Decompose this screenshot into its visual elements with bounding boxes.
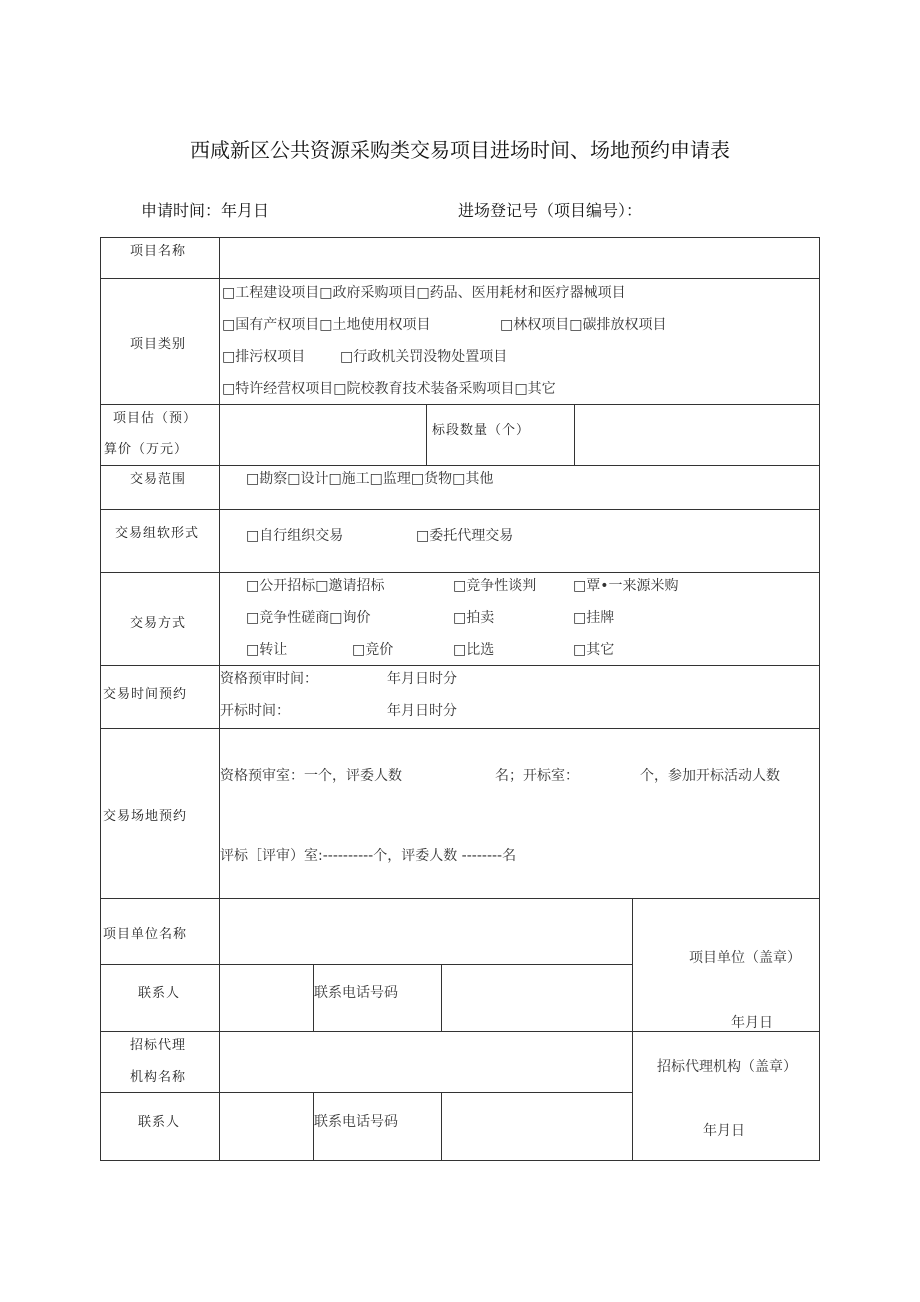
- table-line: [441, 1092, 442, 1161]
- table-line: [441, 964, 442, 1031]
- agency-contact-field[interactable]: [222, 1096, 310, 1157]
- organize-form-label: 交易组软形式: [115, 526, 200, 541]
- method-option[interactable]: □转让: [246, 642, 288, 658]
- table-line: [219, 237, 220, 1161]
- agency-phone-field[interactable]: [445, 1096, 629, 1157]
- organize-option-self[interactable]: □自行组织交易: [246, 528, 344, 544]
- method-option[interactable]: □其它: [573, 642, 615, 658]
- project-name-field[interactable]: [222, 242, 817, 276]
- table-line: [100, 728, 820, 729]
- apply-time: 申请时间：年月日: [141, 201, 270, 220]
- table-line: [100, 665, 820, 666]
- table-line: [100, 509, 820, 510]
- venue-booking-label: 交易场地预约: [103, 809, 188, 824]
- project-name-label: 项目名称: [130, 244, 187, 259]
- project-type-options-line[interactable]: □排污权项目: [222, 349, 306, 365]
- prequal-time-value[interactable]: 年月日时分: [387, 671, 457, 687]
- table-line: [100, 964, 633, 965]
- estimate-field[interactable]: [222, 408, 422, 462]
- organize-option-agent[interactable]: □委托代理交易: [416, 528, 514, 544]
- agency-name-label: 机构名称: [130, 1070, 187, 1085]
- table-line: [100, 1031, 820, 1032]
- project-type-options-line[interactable]: □特许经营权项目□院校教育技术装备采购项目□其它: [222, 381, 556, 397]
- method-option[interactable]: □竞价: [352, 642, 394, 658]
- register-number: 进场登记号（项目编号）：: [458, 201, 643, 220]
- method-option[interactable]: □竞争性磋商□询价: [246, 610, 371, 626]
- venue-eval-room-text[interactable]: 评标［评审）室:----------个，评委人数 --------名: [220, 848, 517, 864]
- estimate-label: 算价（万元）: [104, 442, 189, 457]
- unit-contact-field[interactable]: [222, 968, 310, 1028]
- project-type-options-line[interactable]: □工程建设项目□政府采购项目□药品、医用耗材和医疗器械项目: [222, 285, 626, 301]
- unit-contact-label: 联系人: [138, 986, 181, 1001]
- unit-seal-text: 项目单位（盖章）: [689, 950, 801, 966]
- table-line: [100, 898, 820, 899]
- agency-contact-label: 联系人: [138, 1115, 181, 1130]
- method-option[interactable]: □比选: [453, 642, 495, 658]
- venue-participants-text[interactable]: 个，参加开标活动人数: [640, 768, 780, 784]
- method-option[interactable]: □竞争性谈判: [453, 578, 537, 594]
- form-title: 西咸新区公共资源采购类交易项目进场时间、场地预约申请表: [190, 138, 730, 162]
- table-line: [100, 237, 820, 238]
- table-line: [100, 572, 820, 573]
- agency-phone-label: 联系电话号码: [314, 1114, 398, 1130]
- lots-count-field[interactable]: [578, 408, 816, 462]
- method-option[interactable]: □覃•一来源米购: [573, 578, 679, 594]
- unit-phone-label: 联系电话号码: [314, 985, 398, 1001]
- estimate-label: 项目估（预）: [113, 411, 198, 426]
- scope-label: 交易范围: [130, 472, 187, 487]
- table-line: [426, 404, 427, 465]
- project-type-label: 项目类别: [130, 337, 187, 352]
- unit-date-text: 年月日: [731, 1015, 773, 1031]
- table-line: [100, 1160, 820, 1161]
- time-booking-label: 交易时间预约: [103, 687, 188, 702]
- method-label: 交易方式: [130, 616, 187, 631]
- open-time-value[interactable]: 年月日时分: [387, 703, 457, 719]
- table-line: [574, 404, 575, 465]
- scope-options[interactable]: □勘察□设计□施工□监理□货物□其他: [246, 471, 494, 487]
- table-line: [100, 465, 820, 466]
- method-option[interactable]: □挂牌: [573, 610, 615, 626]
- unit-phone-field[interactable]: [445, 968, 629, 1028]
- method-option[interactable]: □拍卖: [453, 610, 495, 626]
- method-option[interactable]: □公开招标□邀请招标: [246, 578, 385, 594]
- project-type-options-line[interactable]: □行政机关罚没物处置项目: [340, 349, 508, 365]
- table-line: [819, 237, 820, 1161]
- agency-name-label: 招标代理: [130, 1038, 187, 1053]
- table-line: [100, 404, 820, 405]
- prequal-time-label: 资格预审时间：: [220, 671, 318, 687]
- agency-seal-text: 招标代理机构（盖章）: [657, 1059, 797, 1075]
- agency-name-field[interactable]: [222, 1035, 628, 1089]
- venue-open-room-text[interactable]: 名；开标室：: [495, 768, 579, 784]
- venue-prequal-text[interactable]: 资格预审室：一个，评委人数: [220, 768, 402, 784]
- unit-name-label: 项目单位名称: [103, 927, 188, 942]
- table-line: [632, 898, 633, 1161]
- table-line: [100, 278, 820, 279]
- lots-count-label: 标段数量（个）: [432, 423, 531, 438]
- table-line: [100, 1092, 633, 1093]
- agency-date-text: 年月日: [703, 1123, 745, 1139]
- project-type-options-line[interactable]: □林权项目□碳排放权项目: [500, 317, 667, 333]
- project-type-options-line[interactable]: □国有产权项目□土地使用权项目: [222, 317, 431, 333]
- table-line: [100, 237, 101, 1161]
- unit-name-field[interactable]: [222, 902, 628, 960]
- open-time-label: 开标时间：: [220, 703, 290, 719]
